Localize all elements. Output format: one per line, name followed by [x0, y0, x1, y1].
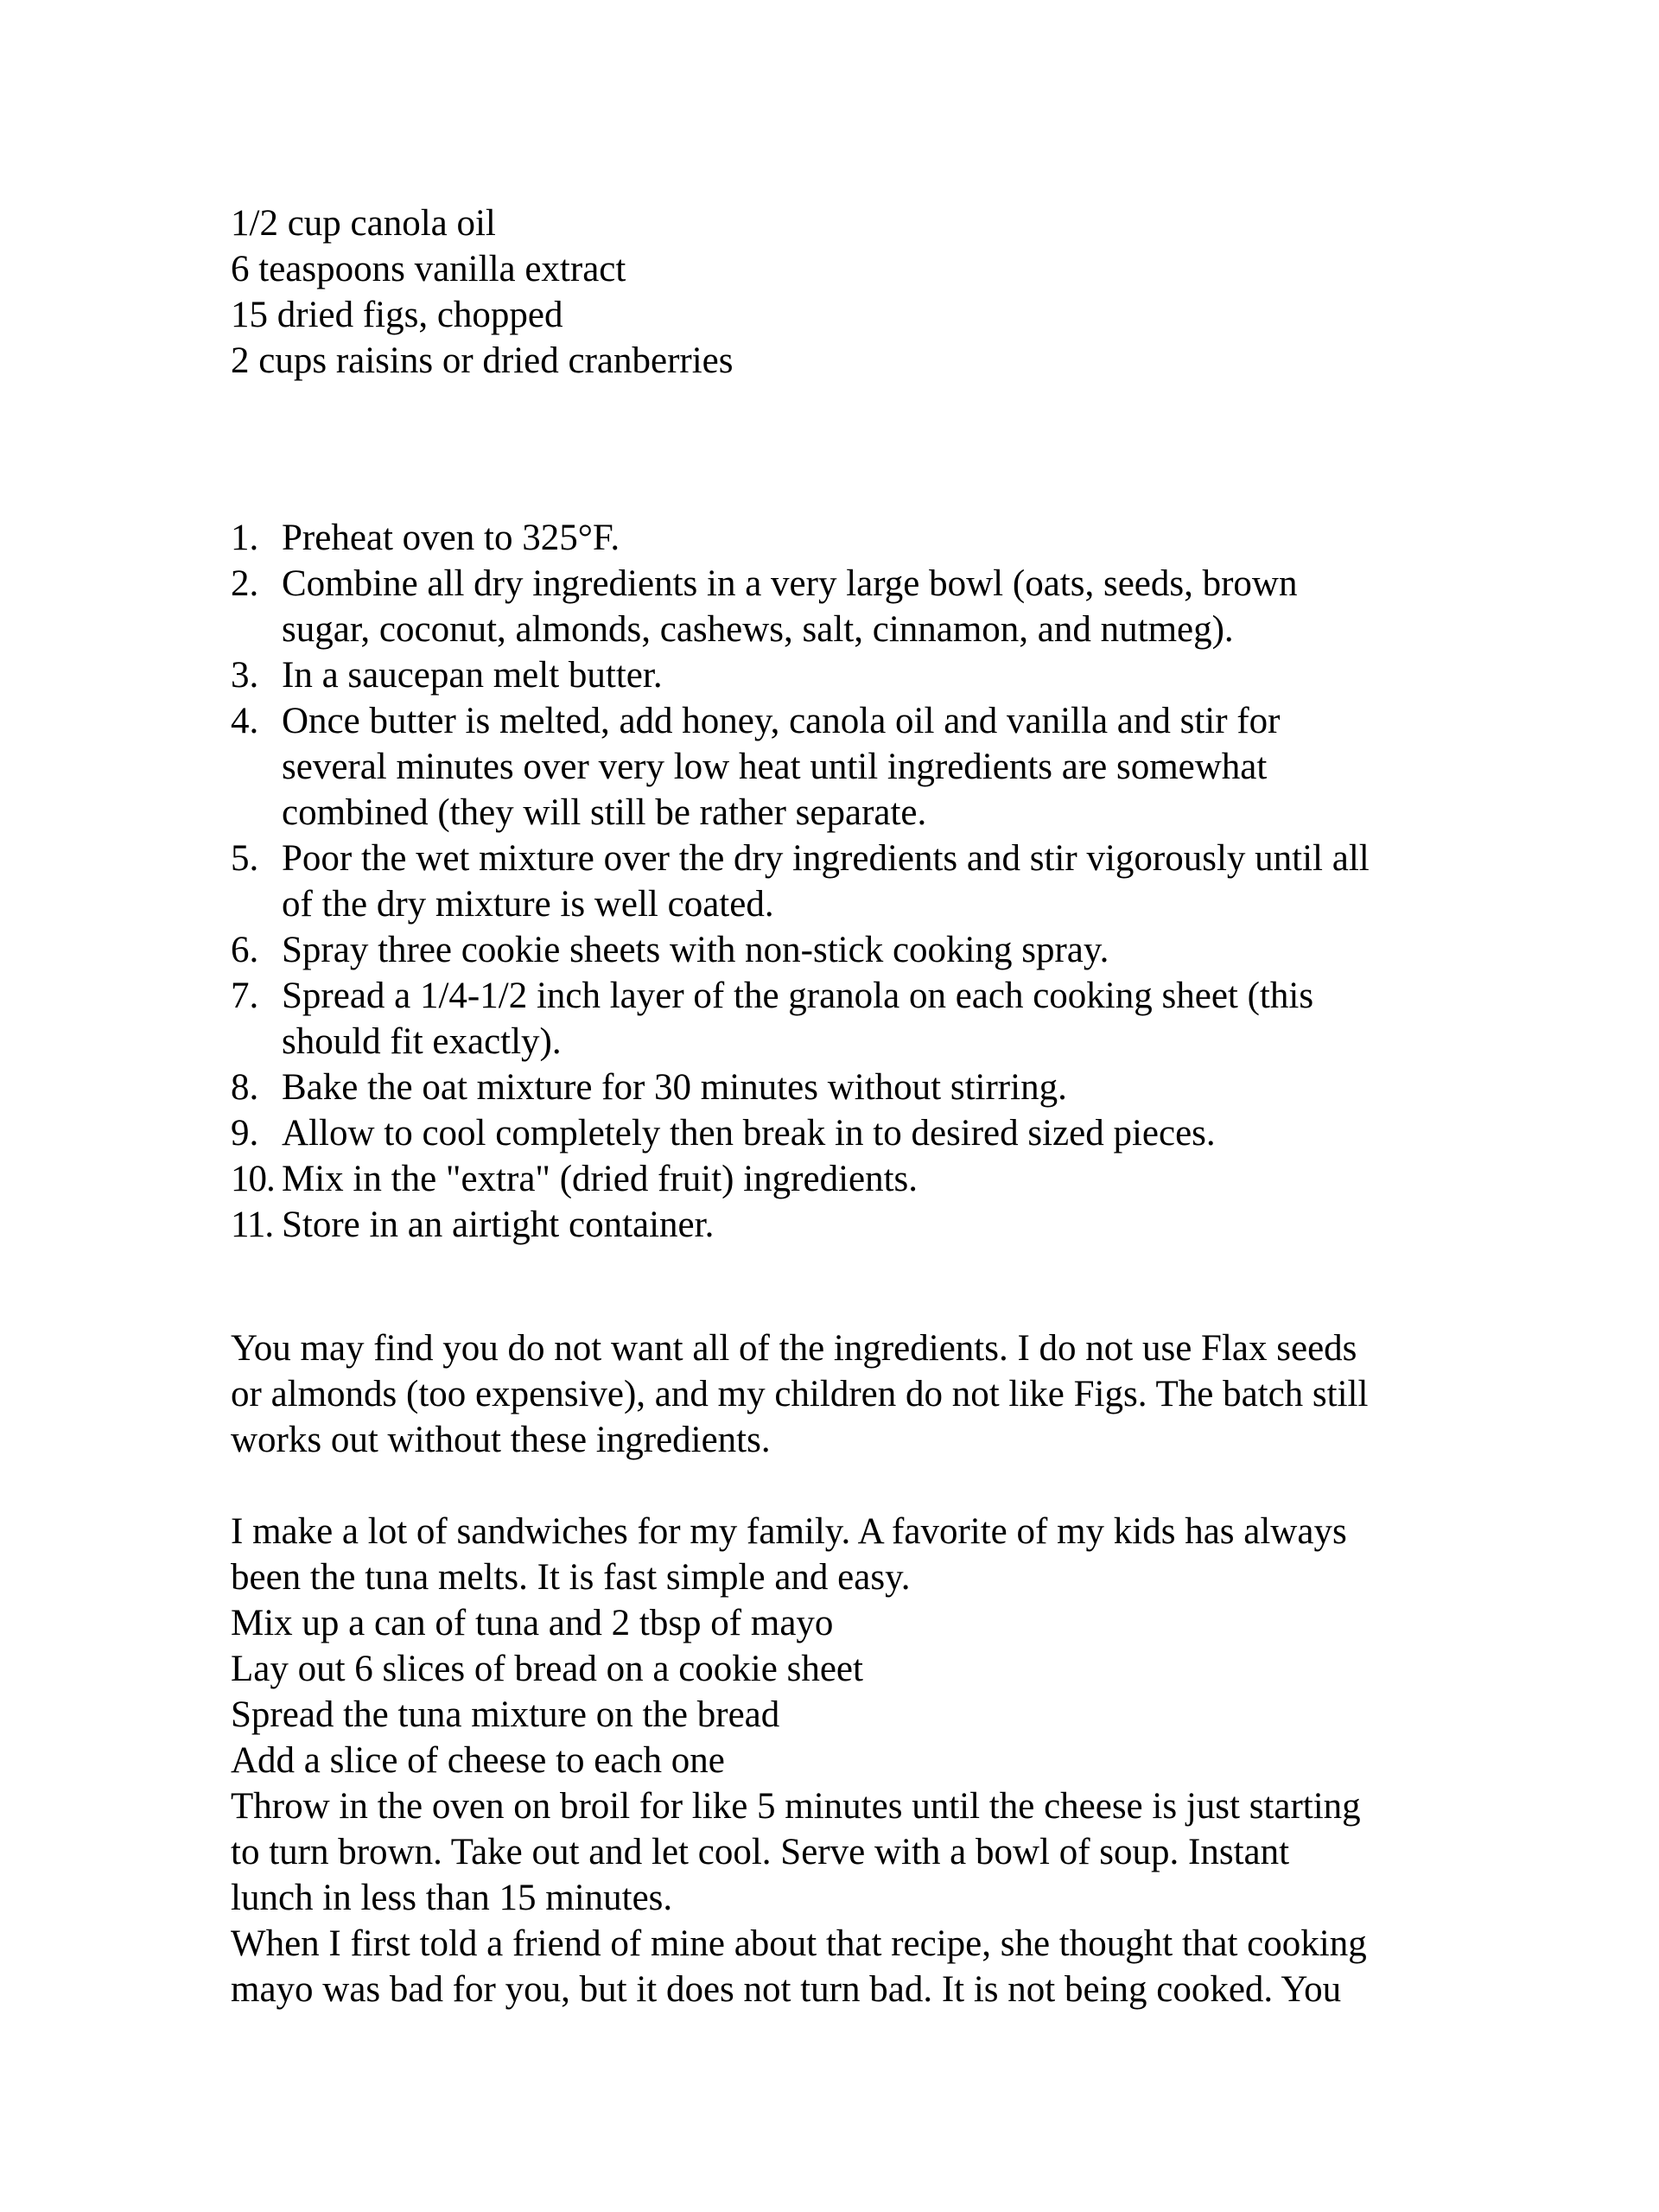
paragraph-line: You may find you do not want all of the ingredients. I do not use Flax seeds — [231, 1328, 1357, 1369]
step-number: 1. — [231, 518, 259, 558]
paragraph-line: or almonds (too expensive), and my children do not like Figs. The batch still — [231, 1374, 1369, 1414]
step-item — [231, 1156, 1458, 1202]
step-item — [231, 652, 1458, 698]
step-text: Once butter is melted, add honey, canola oil and vanilla and stir for — [282, 701, 1281, 741]
step-item — [231, 698, 1458, 836]
step-text: Spray three cookie sheets with non-stick cooking spray. — [282, 930, 1109, 970]
step-text: Spread a 1/4-1/2 inch layer of the granola on each cooking sheet (this — [282, 976, 1314, 1016]
ingredient-line: 6 teaspoons vanilla extract — [231, 249, 626, 289]
step-text: Poor the wet mixture over the dry ingredients and stir vigorously until all — [282, 838, 1370, 879]
step-number: 5. — [231, 838, 259, 879]
step-text: In a saucepan melt butter. — [282, 655, 663, 696]
step-text: combined (they will still be rather separate. — [282, 792, 927, 833]
step-text: should fit exactly). — [282, 1021, 562, 1062]
step-item — [231, 515, 1458, 561]
paragraph-line: Lay out 6 slices of bread on a cookie sheet — [231, 1649, 863, 1689]
step-number: 2. — [231, 563, 259, 604]
step-text: sugar, coconut, almonds, cashews, salt, cinnamon, and nutmeg). — [282, 609, 1234, 650]
step-text: Store in an airtight container. — [282, 1205, 715, 1245]
ingredient-line: 2 cups raisins or dried cranberries — [231, 340, 734, 381]
step-text: Combine all dry ingredients in a very large bowl (oats, seeds, brown — [282, 563, 1298, 604]
step-item — [231, 927, 1458, 973]
step-number: 9. — [231, 1113, 259, 1154]
paragraph-line: I make a lot of sandwiches for my family. A favorite of my kids has always — [231, 1511, 1347, 1552]
note-paragraph — [231, 1325, 1458, 1463]
tuna-melt-section — [231, 1509, 1458, 2012]
ingredient-line: 15 dried figs, chopped — [231, 295, 563, 335]
step-list — [231, 515, 1458, 1248]
step-item — [231, 1065, 1458, 1110]
step-item — [231, 1202, 1458, 1248]
paragraph-line: Spread the tuna mixture on the bread — [231, 1694, 780, 1735]
step-number: 6. — [231, 930, 259, 970]
step-number: 11. — [231, 1205, 274, 1245]
paragraph-line: When I first told a friend of mine about that recipe, she thought that cooking — [231, 1923, 1367, 1964]
paragraph-line: works out without these ingredients. — [231, 1420, 771, 1460]
paragraph-line: Mix up a can of tuna and 2 tbsp of mayo — [231, 1603, 834, 1643]
paragraph-line: lunch in less than 15 minutes. — [231, 1878, 673, 1918]
ingredient-list — [231, 200, 1458, 384]
paragraph-line: mayo was bad for you, but it does not turn bad. It is not being cooked. You — [231, 1969, 1342, 2010]
step-text: several minutes over very low heat until ingredients are somewhat — [282, 747, 1268, 787]
step-text: Bake the oat mixture for 30 minutes without stirring. — [282, 1067, 1067, 1108]
step-item — [231, 1110, 1458, 1156]
step-text: of the dry mixture is well coated. — [282, 884, 774, 925]
step-item — [231, 973, 1458, 1065]
step-number: 10. — [231, 1159, 275, 1199]
step-text: Preheat oven to 325°F. — [282, 518, 620, 558]
instruction-steps — [231, 515, 1458, 1248]
step-text: Mix in the "extra" (dried fruit) ingredients. — [282, 1159, 918, 1199]
paragraph-line: been the tuna melts. It is fast simple and easy. — [231, 1557, 911, 1598]
paragraph-line: Add a slice of cheese to each one — [231, 1740, 725, 1781]
paragraph-line: to turn brown. Take out and let cool. Serve with a bowl of soup. Instant — [231, 1832, 1290, 1872]
step-number: 4. — [231, 701, 259, 741]
paragraph-line: Throw in the oven on broil for like 5 minutes until the cheese is just starting — [231, 1786, 1361, 1827]
step-text: Allow to cool completely then break in to desired sized pieces. — [282, 1113, 1216, 1154]
step-number: 7. — [231, 976, 259, 1016]
step-item — [231, 836, 1458, 927]
step-number: 8. — [231, 1067, 259, 1108]
step-number: 3. — [231, 655, 259, 696]
ingredient-line: 1/2 cup canola oil — [231, 203, 496, 244]
step-item — [231, 561, 1458, 652]
